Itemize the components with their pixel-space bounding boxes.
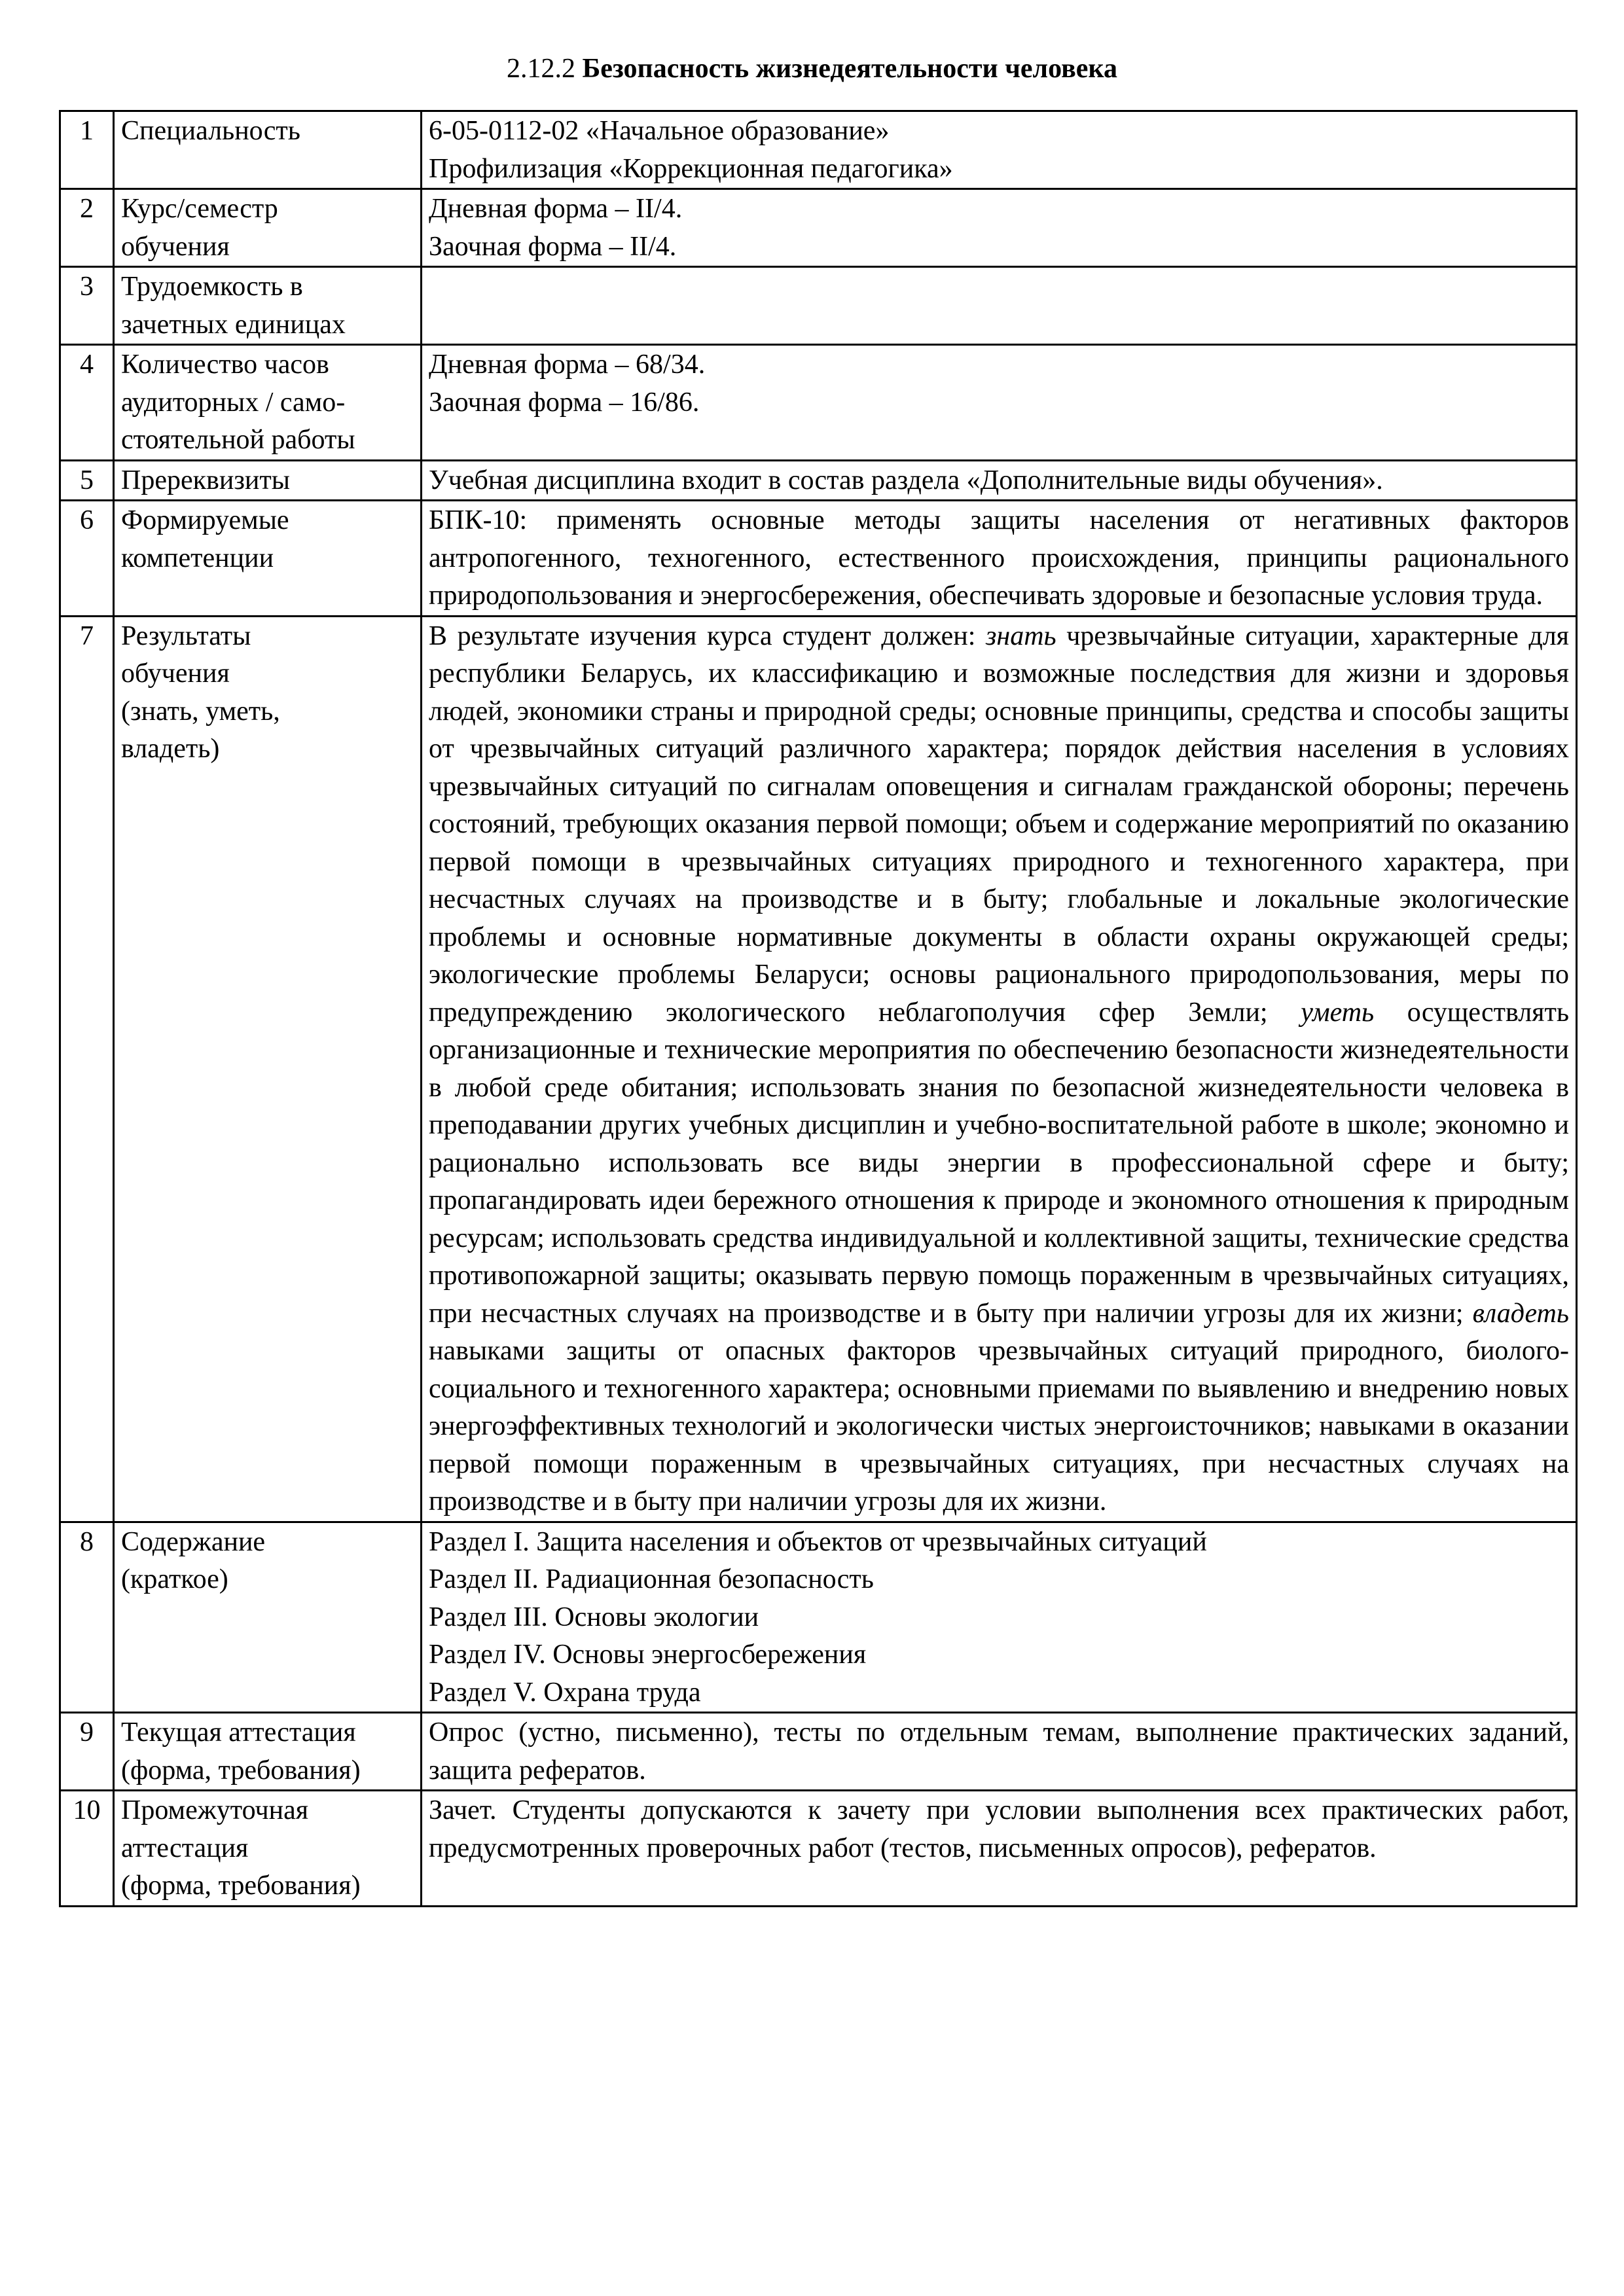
can-text: осуществлять организационные и технические мероприятия по обеспечению безопасности жизнедеятельности в любой среде обитания; использовать знания по безопасной жизнедеятельности человека в преподавании других учебных дисциплин и учебно-воспитательной работе в школе; экономно и рационально использовать все виды энергии в профессиональной сфере и быту; пропагандировать идеи бережного отношения к природе и экономного отношения к природным ресурсам; использовать средства индивидуальной и коллективной защиты, технические средства противопожарной защиты; оказывать первую помощь пораженным в чрезвычайных ситуациях, при несчастных случаях на производстве и в быту при наличии угрозы для их жизни; [429, 997, 1570, 1329]
own-text: навыками защиты от опасных факторов чрезвычайных ситуаций природного, биолого-социального и техногенного характера; основными приемами по выявлению и внедрению новых энергоэффективных технологий и экологически чистых энергоисточников; навыками в оказании первой помощи пораженным в чрезвычайных ситуациях, при несчастных случаях на производстве и в быту при наличии угрозы для их жизни. [429, 1336, 1569, 1516]
learning-outcomes-intro: В результате изучения курса студент должен: [429, 620, 976, 651]
row-content: Опрос (устно, письменно), тесты по отдельным темам, выполнение практических заданий, защита рефератов. [422, 1713, 1577, 1791]
row-label: Формируемые компетенции [114, 501, 422, 617]
row-label: Текущая аттестация (форма, требования) [114, 1713, 422, 1791]
section-number: 2.12.2 [507, 54, 576, 84]
can-keyword: уметь [1301, 997, 1375, 1028]
table-row [60, 267, 1577, 345]
row-number: 5 [60, 460, 114, 501]
row-number: 9 [60, 1713, 114, 1791]
section-item: Раздел III. Основы экологии [429, 1602, 759, 1632]
row-label: Пререквизиты [114, 460, 422, 501]
row-number: 6 [60, 501, 114, 617]
discipline-name: Безопасность жизнедеятельности человека [582, 54, 1117, 84]
row-number: 10 [60, 1791, 114, 1907]
own-keyword: владеть [1472, 1298, 1570, 1329]
row-content [422, 616, 1577, 1522]
row-number: 8 [60, 1522, 114, 1713]
row-label: Специальность [114, 111, 422, 189]
row-number: 3 [60, 267, 114, 345]
table-row [60, 1713, 1577, 1791]
row-number: 4 [60, 345, 114, 461]
row-number: 7 [60, 616, 114, 1522]
table-row [60, 189, 1577, 267]
section-item: Раздел V. Охрана труда [429, 1677, 701, 1708]
row-label: Промежуточная аттестация (форма, требования) [114, 1791, 422, 1907]
discipline-table [59, 110, 1578, 1907]
table-row [60, 111, 1577, 189]
row-label: Количество часов аудиторных / само- стоятельной работы [114, 345, 422, 461]
row-content: 6-05-0112-02 «Начальное образование» Профилизация «Коррекционная педагогика» [422, 111, 1577, 189]
row-content: Учебная дисциплина входит в состав раздела «Дополнительные виды обучения». [422, 460, 1577, 501]
row-content: Зачет. Студенты допускаются к зачету при условии выполнения всех практических работ, предусмотренных проверочных работ (тестов, письменных опросов), рефератов. [422, 1791, 1577, 1907]
table-row [60, 1791, 1577, 1907]
row-content: Дневная форма – 68/34. Заочная форма – 16/86. [422, 345, 1577, 461]
section-item: Раздел II. Радиационная безопасность [429, 1564, 874, 1594]
row-number: 2 [60, 189, 114, 267]
row-content: БПК-10: применять основные методы защиты населения от негативных факторов антропогенного, техногенного, естественного происхождения, принципы рационального природопользования и энергосбережения, обеспечивать здоровые и безопасные условия труда. [422, 501, 1577, 617]
section-item: Раздел IV. Основы энергосбережения [429, 1640, 867, 1670]
row-number: 1 [60, 111, 114, 189]
row-label: Содержание (краткое) [114, 1522, 422, 1713]
row-label: Результаты обучения (знать, уметь, владеть) [114, 616, 422, 1522]
table-row [60, 345, 1577, 461]
know-text: чрезвычайные ситуации, характерные для республики Беларусь, их классификацию и возможные последствия для жизни и здоровья людей, экономики страны и природной среды; основные принципы, средства и способы защиты от чрезвычайных ситуаций различного характера; порядок действия населения в условиях чрезвычайных ситуаций по сигналам оповещения и сигналам гражданской обороны; перечень состояний, требующих оказания первой помощи; объем и содержание мероприятий по оказанию первой помощи в чрезвычайных ситуациях природного и техногенного характера, при несчастных случаях на производстве и в быту; глобальные и локальные экологические проблемы и основные нормативные документы в области охраны окружающей среды; экологические проблемы Беларуси; основы рационального природопользования, меры по предупреждению экологического неблагополучия сфер Земли; [429, 620, 1570, 1028]
know-keyword: знать [985, 620, 1056, 651]
row-content [422, 267, 1577, 345]
row-content [422, 1522, 1577, 1713]
table-row [60, 616, 1577, 1522]
row-label: Курс/семестр обучения [114, 189, 422, 267]
section-item: Раздел I. Защита населения и объектов от чрезвычайных ситуаций [429, 1526, 1207, 1557]
table-row [60, 1522, 1577, 1713]
row-content: Дневная форма – II/4. Заочная форма – II/4. [422, 189, 1577, 267]
table-row [60, 460, 1577, 501]
page-title [0, 51, 1624, 86]
row-label: Трудоемкость в зачетных единицах [114, 267, 422, 345]
table-row [60, 501, 1577, 617]
